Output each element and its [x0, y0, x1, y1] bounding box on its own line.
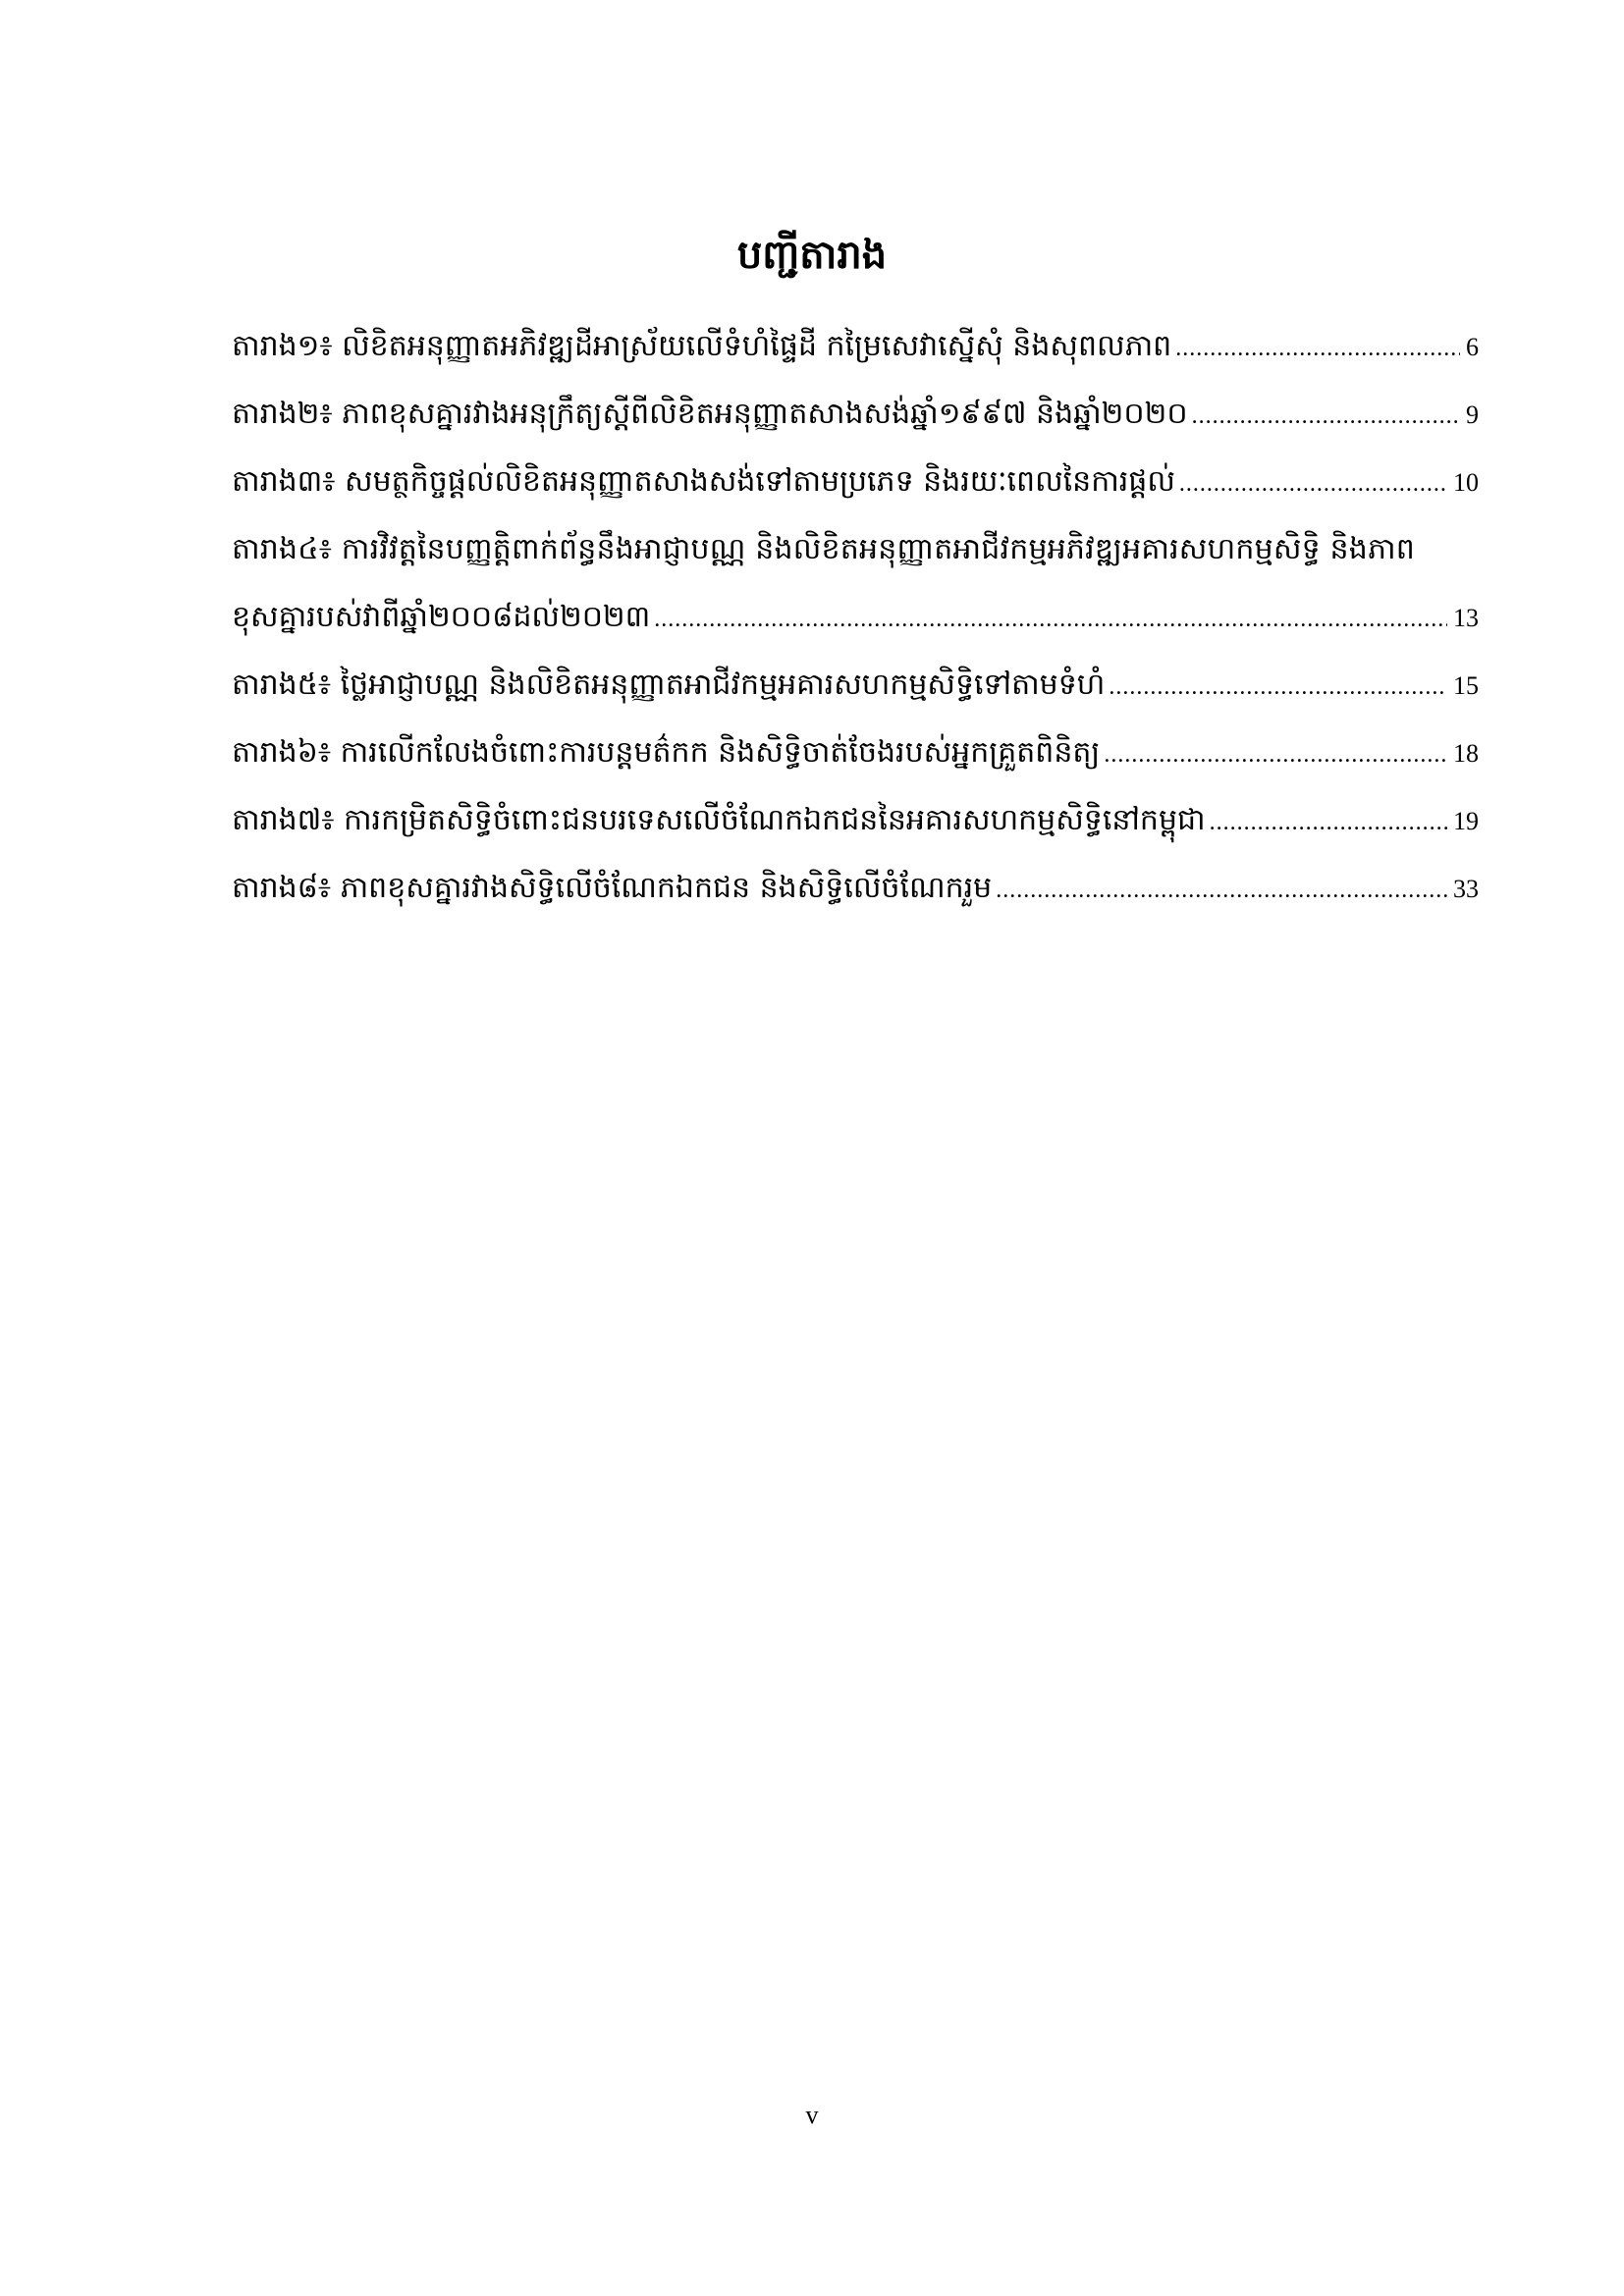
toc-entry-page: 19 — [1453, 807, 1479, 835]
toc-entry-label-line1: តារាង៤៖ ការវិវត្តនៃបញ្ញត្តិពាក់ព័ន្ធនឹងអាជ្ញាបណ្ណ និងលិខិតអនុញ្ញាតអាជីវកម្មអភិវឌ្ឍអគារសហកម្មសិទ្ធិ និងភាព — [232, 532, 1416, 566]
toc-entry-table-3[interactable] — [232, 448, 1479, 515]
toc-entry-continuation — [232, 583, 1479, 651]
toc-entry-page: 33 — [1453, 875, 1479, 903]
toc-entry-table-8[interactable] — [232, 854, 1479, 922]
toc-entry-page: 6 — [1466, 333, 1479, 361]
toc-entry-label: តារាង៧៖ ការកម្រិតសិទ្ធិចំពោះជនបរទេសលើចំណែកឯកជននៃអគារសហកម្មសិទ្ធិនៅកម្ពុជា — [232, 803, 1206, 837]
toc-entry-table-4[interactable] — [232, 515, 1479, 651]
toc-entry-page: 15 — [1453, 671, 1479, 700]
toc-entry-label: តារាង៥៖ ថ្លៃអាជ្ញាបណ្ណ និងលិខិតអនុញ្ញាតអាជីវកម្មអគារសហកម្មសិទ្ធិទៅតាមទំហំ — [232, 667, 1106, 702]
toc-entry-page: 18 — [1453, 739, 1479, 768]
toc-entry-label-line2: ខុសគ្នារបស់វាពីឆ្នាំ២០០៨ដល់២០២៣ — [232, 600, 651, 634]
toc-entry-table-6[interactable] — [232, 719, 1479, 786]
toc-entry-page: 9 — [1466, 400, 1479, 429]
toc-entry-page: 10 — [1453, 468, 1479, 497]
toc-entry-label: តារាង១៖ លិខិតអនុញ្ញាតអភិវឌ្ឍដីអាស្រ័យលើទំហំផ្ទៃដី កម្រៃសេវាស្នើសុំ និងសុពលភាព — [232, 329, 1172, 363]
footer-page-number: v — [805, 2101, 819, 2129]
toc-entry-table-1[interactable] — [232, 312, 1479, 380]
dot-leader — [1104, 721, 1447, 789]
toc-entry-label: តារាង២៖ ភាពខុសគ្នារវាងអនុក្រឹត្យស្តីពីលិខិតអនុញ្ញាតសាងសង់ឆ្នាំ១៩៩៧ និងឆ្នាំ២០២០ — [232, 397, 1188, 431]
page-title: បញ្ជីតារាង — [736, 232, 888, 278]
dot-leader — [654, 586, 1447, 654]
dot-leader — [996, 857, 1447, 925]
toc-entry-table-5[interactable] — [232, 651, 1479, 719]
table-of-tables — [232, 312, 1479, 922]
dot-leader — [1179, 451, 1447, 518]
dot-leader — [1192, 383, 1460, 451]
dot-leader — [1210, 789, 1447, 857]
toc-entry-table-2[interactable] — [232, 380, 1479, 448]
toc-entry-label: តារាង៨៖ ភាពខុសគ្នារវាងសិទ្ធិលើចំណែកឯកជន និងសិទ្ធិលើចំណែករួម — [232, 871, 993, 905]
toc-entry-page: 13 — [1453, 604, 1479, 632]
toc-entry-label: តារាង៦៖ ការលើកលែងចំពោះការបន្តមត៌កក និងសិទ្ធិចាត់ចែងរបស់អ្នកគ្រួតពិនិត្យ — [232, 735, 1101, 770]
toc-entry-table-7[interactable] — [232, 786, 1479, 854]
dot-leader — [1175, 315, 1460, 383]
dot-leader — [1109, 654, 1447, 721]
toc-entry-label: តារាង៣៖ សមត្ថកិច្ចផ្តល់លិខិតអនុញ្ញាតសាងសង់ទៅតាមប្រភេទ និងរយៈពេលនៃការផ្តល់ — [232, 464, 1175, 499]
